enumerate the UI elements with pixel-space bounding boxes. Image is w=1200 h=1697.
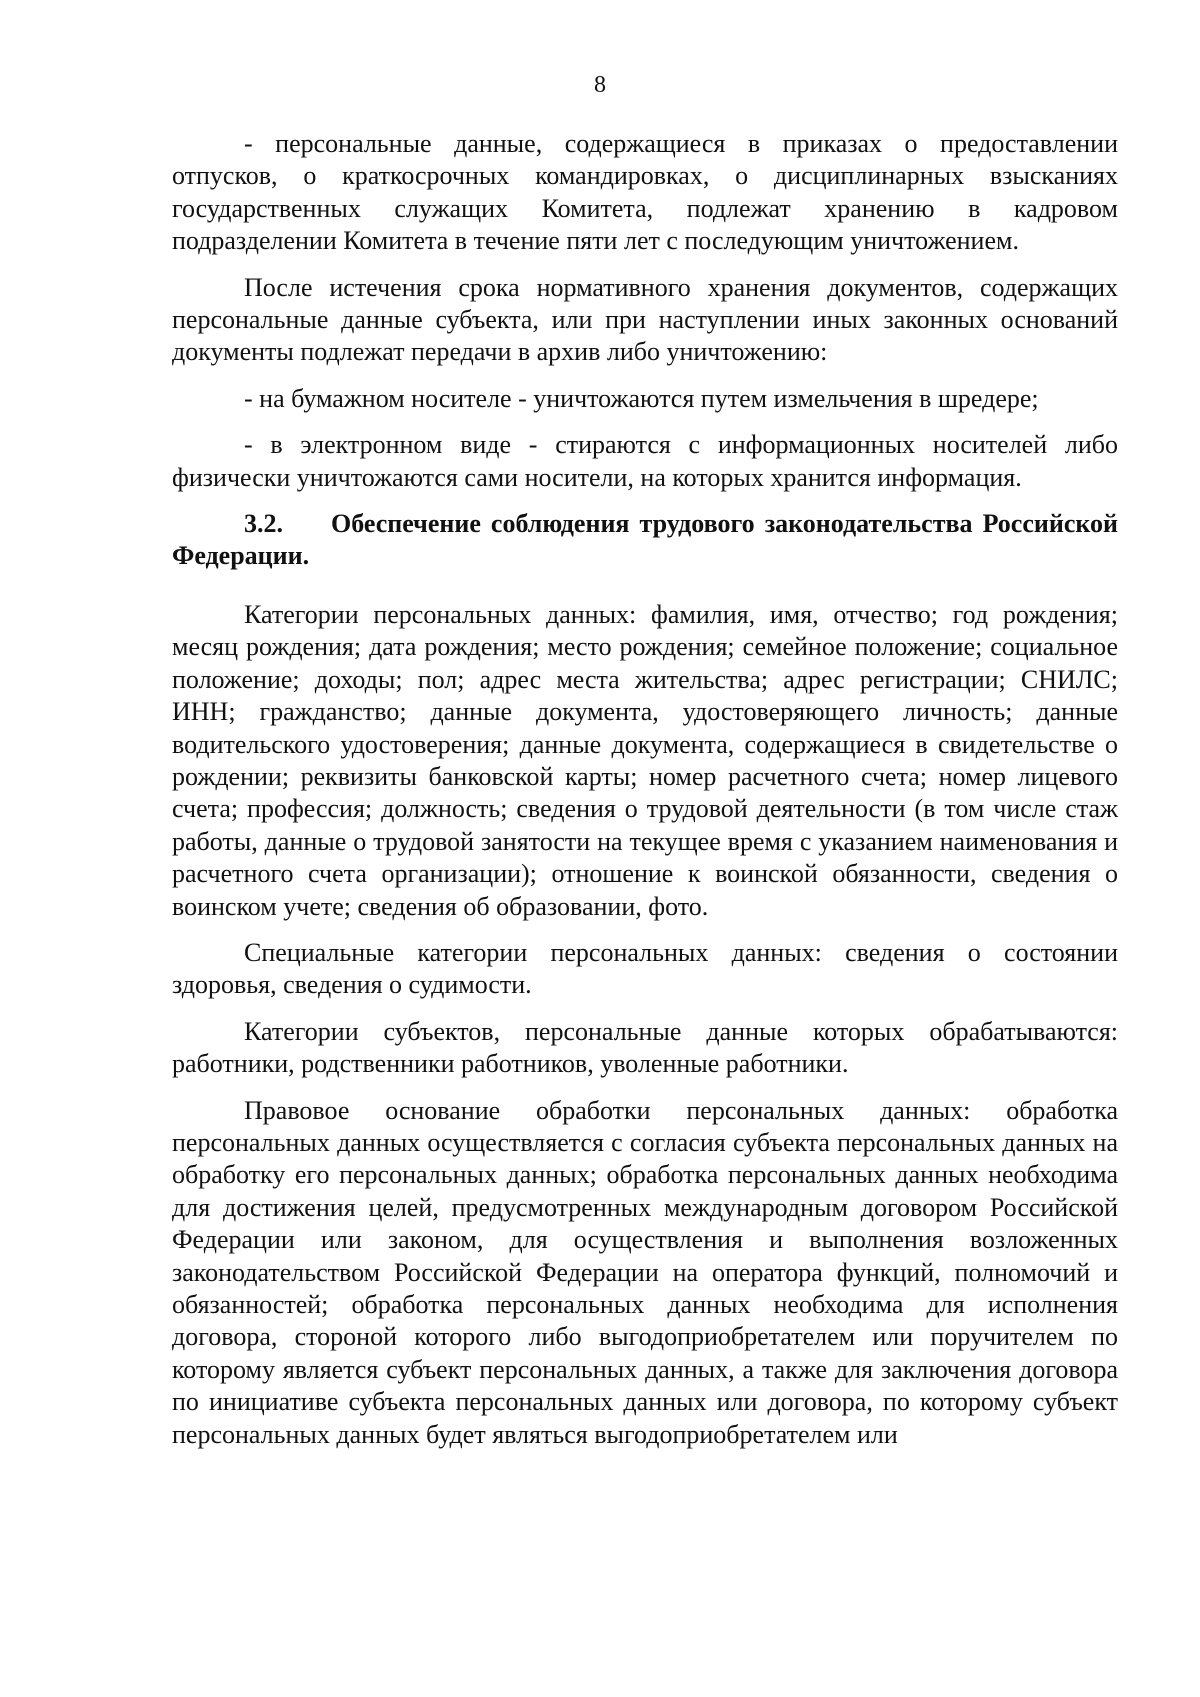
paragraph-legal-basis: Правовое основание обработки персональных данных: обработка персональных данных осуществляется с согласия субъекта персональных данных на обработку его персональных данных; обработка персональных данных необходима для достижения целей, предусмотренных международным договором Российской Федерации или законом, для осуществления и выполнения возложенных законодательством Российской Федерации на оператора функций, полномочий и обязанностей; обработка персональных данных необходима для исполнения договора, стороной которого либо выгодоприобретателем или поручителем по которому является субъект персональных данных, а также для заключения договора по инициативе субъекта персональных данных или договора, по которому субъект персональных данных будет являться выгодоприобретателем или xyxy=(172,1095,1118,1449)
paragraph-after-expiration: После истечения срока нормативного хранения документов, содержащих персональные данные субъекта, или при наступлении иных законных оснований документы подлежат передачи в архив либо уничтожению: xyxy=(172,272,1118,367)
paragraph-electronic-media: - в электронном виде - стираются с информационных носителей либо физически уничтожаются сами носители, на которых хранится информация. xyxy=(172,430,1118,492)
paragraph-paper-media: - на бумажном носителе - уничтожаются путем измельчения в шредере; xyxy=(244,383,1039,413)
paragraph-data-categories: Категории персональных данных: фамилия, имя, отчество; год рождения; месяц рождения; дата рождения; место рождения; семейное положение; социальное положение; доходы; пол; адрес места жительства; адрес регистрации; СНИЛС; ИНН; гражданство; данные документа, удостоверяющего личность; данные водительского удостоверения; данные документа, содержащиеся в свидетельстве о рождении; реквизиты банковской карты; номер расчетного счета; номер лицевого счета; профессия; должность; сведения о трудовой деятельности (в том числе стаж работы, данные о трудовой занятости на текущее время с указанием наименования и расчетного счета организации); отношение к воинской обязанности, сведения о воинском учете; сведения об образовании, фото. xyxy=(172,599,1118,921)
paragraph-special-categories: Специальные категории персональных данных: сведения о состоянии здоровья, сведения о судимости. xyxy=(172,937,1118,1000)
paragraph-subject-categories: Категории субъектов, персональные данные которых обрабатываются: работники, родственники работников, уволенные работники. xyxy=(172,1016,1118,1079)
document-body xyxy=(172,128,1118,1451)
page-number: 8 xyxy=(594,72,606,98)
section-heading-3-2 xyxy=(172,508,1118,573)
section-number: 3.2. xyxy=(244,509,283,539)
section-title: Обеспечение соблюдения трудового законодательства Российской Федерации. xyxy=(172,509,1118,571)
paragraph-storage-orders: - персональные данные, содержащиеся в приказах о предоставлении отпусков, о краткосрочных командировках, о дисциплинарных взысканиях государственных служащих Комитета, подлежат хранению в кадровом подразделении Комитета в течение пяти лет с последующим уничтожением. xyxy=(172,129,1118,256)
